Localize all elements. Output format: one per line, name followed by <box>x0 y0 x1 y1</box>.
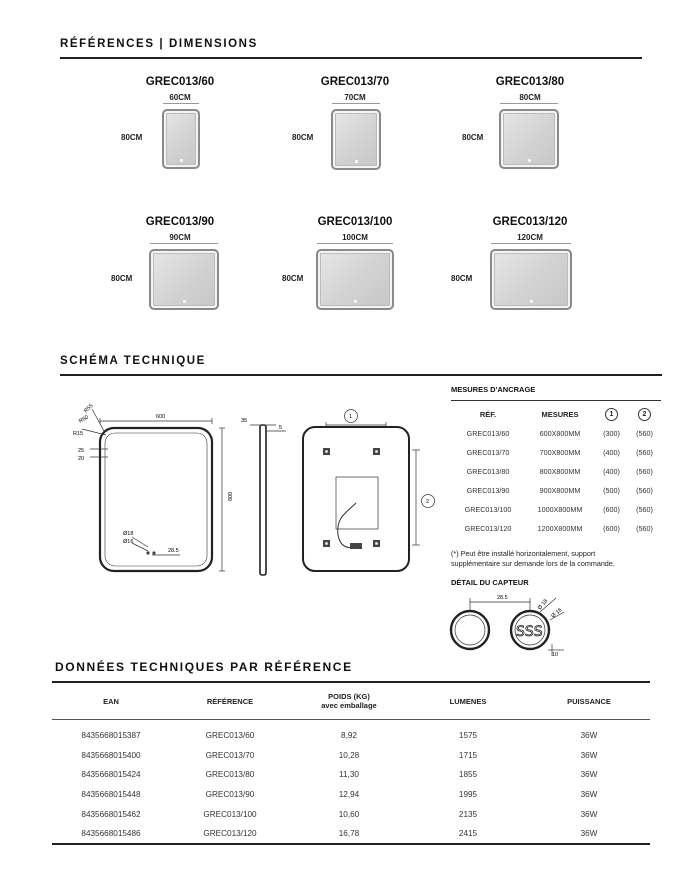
cell-lumenes: 2135 <box>458 809 478 819</box>
col-lumenes: LUMENES <box>449 696 487 706</box>
width-dimension-line <box>163 103 199 104</box>
width-dimension-line <box>150 243 218 244</box>
mirror-width-label: 100CM <box>342 233 368 242</box>
cell-ean: 8435668015400 <box>81 750 141 760</box>
mirror-ref: GREC013/100 <box>317 216 393 228</box>
mirror-height-label: 80CM <box>462 133 484 142</box>
section-title-references: RÉFÉRENCES | DIMENSIONS <box>60 38 258 50</box>
cell-poids: 11,30 <box>339 770 359 780</box>
table-row <box>451 519 661 538</box>
cell-ref: GREC013/80 <box>466 467 510 476</box>
table-row <box>52 746 650 766</box>
cell-ref: GREC013/90 <box>205 790 255 800</box>
cell-c1: (400) <box>603 467 620 476</box>
table-row <box>451 443 661 462</box>
cell-poids: 10,28 <box>338 750 360 760</box>
cell-c2: (560) <box>636 429 653 438</box>
sensor-detail-drawing <box>440 590 570 660</box>
mirror-width-label: 90CM <box>169 233 191 242</box>
tech-data-table <box>52 683 650 844</box>
dim-width: 600 <box>156 414 166 420</box>
cell-puissance: 36W <box>580 809 598 819</box>
anchorage-rule <box>451 400 661 401</box>
cell-mesures: 1000X800MM <box>537 505 583 514</box>
cell-poids: 10,60 <box>338 809 360 819</box>
cell-ref: GREC013/120 <box>203 829 257 839</box>
table-row <box>451 424 661 443</box>
section-rule <box>60 374 662 376</box>
cell-ref: GREC013/70 <box>205 750 255 760</box>
section-rule <box>60 57 642 59</box>
cell-mesures: 600X800MM <box>539 429 581 438</box>
cell-ref: GREC013/100 <box>203 809 257 819</box>
col-poids <box>290 683 408 720</box>
note-line: supplémentaire sur demande lors de la commande. <box>451 559 615 568</box>
width-dimension-line <box>500 103 558 104</box>
cell-c2: (560) <box>636 448 653 457</box>
col-puissance: PUISSANCE <box>567 696 611 706</box>
cell-c2: (560) <box>636 524 653 533</box>
mirror-illustration <box>316 249 394 310</box>
cell-lumenes: 1995 <box>458 790 478 800</box>
dim-5: 5 <box>279 425 283 431</box>
mirror-ref: GREC013/90 <box>145 216 215 228</box>
mirror-height-label: 80CM <box>292 133 314 142</box>
table-row <box>451 500 661 519</box>
cell-mesures: 900X800MM <box>539 486 581 495</box>
table-row <box>451 481 661 500</box>
dim-d18: Ø18 <box>123 531 134 537</box>
cell-ref: GREC013/60 <box>466 429 510 438</box>
width-dimension-line <box>491 243 571 244</box>
cell-puissance: 36W <box>580 790 598 800</box>
dim-r15: R15 <box>73 431 84 437</box>
cell-puissance: 36W <box>580 750 598 760</box>
mirror-illustration <box>490 249 572 310</box>
cell-c1: (300) <box>603 429 620 438</box>
cell-mesures: 1200X800MM <box>537 524 583 533</box>
dim-r55: R55 <box>83 403 95 415</box>
cell-lumenes: 1575 <box>458 731 478 741</box>
cell-lumenes: 1715 <box>458 750 478 760</box>
cell-c2: (560) <box>636 486 653 495</box>
table-row <box>451 462 661 481</box>
sensor-title: DÉTAIL DU CAPTEUR <box>451 578 529 587</box>
cell-ean: 8435668015486 <box>81 829 141 839</box>
technical-drawing <box>60 385 440 585</box>
table-bottom-rule <box>52 843 650 845</box>
mirror-ref: GREC013/80 <box>495 76 565 88</box>
cell-puissance: 36W <box>580 731 598 741</box>
tech-header-row <box>52 683 650 720</box>
cell-ean: 8435668015424 <box>81 770 141 780</box>
anchorage-title: MESURES D'ANCRAGE <box>451 385 536 394</box>
col-mesures: MESURES <box>541 409 579 419</box>
cell-ref: GREC013/60 <box>205 731 255 741</box>
dim-285: 28.5 <box>168 548 179 554</box>
cell-lumenes: 2415 <box>458 829 478 839</box>
dim-35: 35 <box>241 418 248 424</box>
col-poids-line2: avec emballage <box>321 701 377 710</box>
mirror-ref: GREC013/70 <box>320 76 390 88</box>
dim-d16: Ø16 <box>123 539 134 545</box>
col-poids-line1: POIDS (KG) <box>328 692 370 701</box>
cell-c1: (500) <box>603 486 620 495</box>
sensor-dim-285: 28.5 <box>497 595 508 601</box>
sensor-dim-10: 10 <box>552 652 559 658</box>
mirror-width-label: 70CM <box>344 93 366 102</box>
cell-poids: 12,94 <box>338 790 360 800</box>
cell-ref: GREC013/70 <box>466 448 510 457</box>
mirror-width-label: 60CM <box>169 93 191 102</box>
table-row <box>52 785 650 805</box>
cell-puissance: 36W <box>580 829 598 839</box>
cell-mesures: 800X800MM <box>539 467 581 476</box>
section-title-donnees: DONNÉES TECHNIQUES PAR RÉFÉRENCE <box>55 660 353 674</box>
cell-ean: 8435668015387 <box>81 731 141 741</box>
cell-ref: GREC013/80 <box>205 770 255 780</box>
mirror-ref: GREC013/60 <box>145 76 215 88</box>
cell-c2: (560) <box>636 505 653 514</box>
section-title-schema: SCHÉMA TECHNIQUE <box>60 355 206 367</box>
width-dimension-line <box>317 243 393 244</box>
dim-20: 20 <box>78 456 85 462</box>
mirror-height-label: 80CM <box>121 133 143 142</box>
col-reference: RÉFÉRENCE <box>206 696 254 706</box>
anchorage-header-row <box>451 404 661 424</box>
cell-ean: 8435668015462 <box>81 809 141 819</box>
mirror-width-label: 120CM <box>517 233 543 242</box>
table-row <box>52 804 650 824</box>
cell-ref: GREC013/100 <box>464 505 512 514</box>
cell-c1: (600) <box>603 505 620 514</box>
mirror-height-label: 80CM <box>111 274 133 283</box>
cell-puissance: 36W <box>580 770 598 780</box>
col-ean: EAN <box>103 696 119 706</box>
cell-poids: 16,78 <box>338 829 360 839</box>
col-2: 2 <box>628 404 661 424</box>
cell-mesures: 700X800MM <box>539 448 581 457</box>
table-row <box>52 824 650 844</box>
cell-c2: (560) <box>636 467 653 476</box>
table-row <box>52 765 650 785</box>
dim-r60: R60 <box>78 414 90 425</box>
cell-c1: (400) <box>603 448 620 457</box>
anchorage-note <box>451 549 666 569</box>
col-1: 1 <box>595 404 628 424</box>
cell-ean: 8435668015448 <box>81 790 141 800</box>
cell-poids: 8,92 <box>341 731 357 741</box>
mirror-illustration <box>331 109 381 170</box>
mirror-width-label: 80CM <box>519 93 541 102</box>
dim-25: 25 <box>78 448 85 454</box>
note-line: (*) Peut être installé horizontalement, support <box>451 549 596 558</box>
anchorage-table <box>451 404 661 538</box>
cell-c1: (600) <box>603 524 620 533</box>
marker-1: 1 <box>349 414 353 420</box>
dim-height: 800 <box>228 491 234 501</box>
mirror-height-label: 80CM <box>282 274 304 283</box>
sensor-dim-d16: Ø 16 <box>550 607 564 620</box>
sensor-label: SSS <box>516 624 543 640</box>
mirror-illustration <box>149 249 219 310</box>
mirror-illustration <box>499 109 559 169</box>
marker-2: 2 <box>426 499 430 505</box>
cell-ref: GREC013/120 <box>464 524 512 533</box>
mirror-ref: GREC013/120 <box>492 216 568 228</box>
sensor-dim-d18: Ø 18 <box>536 598 550 612</box>
cell-ref: GREC013/90 <box>466 486 510 495</box>
mirror-illustration <box>162 109 200 169</box>
table-row <box>52 726 650 746</box>
width-dimension-line <box>332 103 380 104</box>
cell-lumenes: 1855 <box>458 770 478 780</box>
col-ref: RÉF. <box>479 409 497 419</box>
mirror-height-label: 80CM <box>451 274 473 283</box>
